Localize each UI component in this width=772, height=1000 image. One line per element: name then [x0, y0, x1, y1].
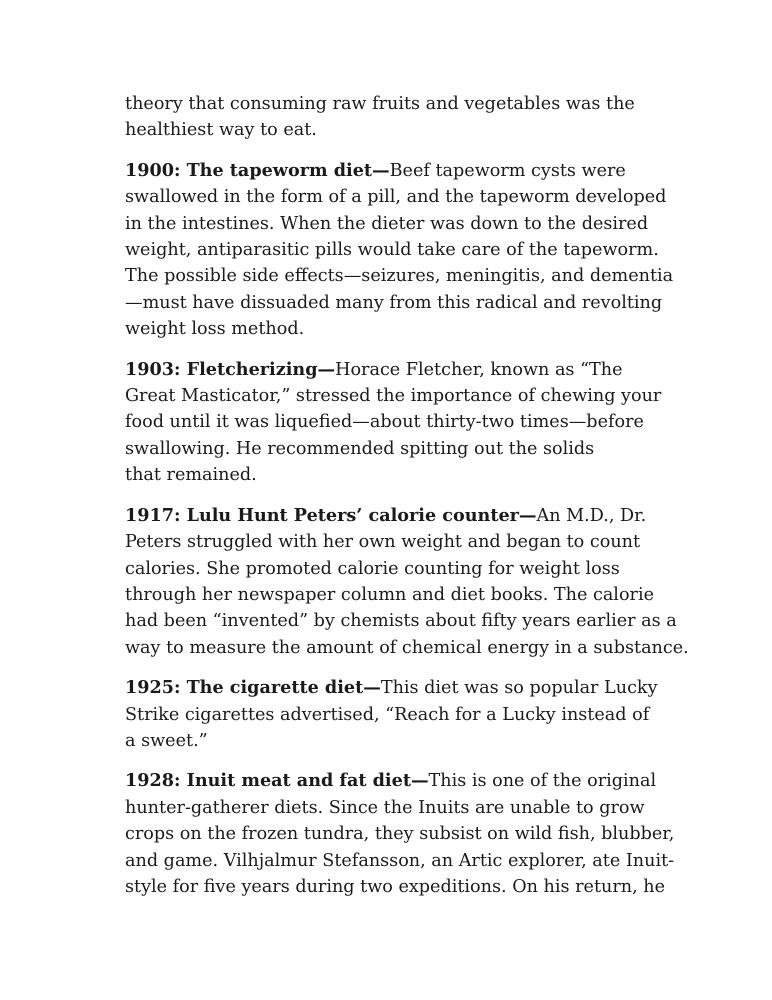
- text-line: swallowed in the form of a pill, and the tapeworm developed: [125, 187, 667, 208]
- paragraph-inuit-diet: [125, 768, 675, 900]
- text-line: and game. Vilhjalmur Stefansson, an Artic explorer, ate Inuit-: [125, 850, 675, 871]
- text-line: calories. She promoted calorie counting for weight loss: [125, 558, 620, 579]
- text-line: had been “invented” by chemists about fifty years earlier as a: [125, 611, 677, 632]
- entry-text: This is one of the original: [428, 771, 657, 792]
- paragraph-cigarette-diet: [125, 675, 658, 754]
- text-line: way to measure the amount of chemical energy in a substance.: [125, 637, 689, 658]
- text-line: hunter-gatherer diets. Since the Inuits are unable to grow: [125, 797, 645, 818]
- entry-heading: 1925: The cigarette diet—: [125, 677, 381, 699]
- text-line: —must have dissuaded many from this radical and revolting: [125, 292, 663, 313]
- entry-heading: 1900: The tapeworm diet—: [125, 159, 390, 181]
- entry-text: Beef tapeworm cysts were: [389, 160, 626, 181]
- document-page: [125, 91, 689, 914]
- entry-heading: 1917: Lulu Hunt Peters’ calorie counter—: [125, 504, 537, 526]
- text-line: The possible side effects—seizures, meningitis, and dementia: [125, 266, 674, 287]
- paragraph-calorie-counter: [125, 503, 689, 661]
- text-line: Great Masticator,” stressed the importance of chewing your: [125, 386, 662, 407]
- text-line: theory that consuming raw fruits and vegetables was the: [125, 94, 635, 114]
- text-line: a sweet.”: [125, 730, 208, 751]
- text-line: [125, 768, 655, 794]
- entry-heading: 1903: Fletcherizing—: [125, 358, 336, 380]
- text-line: [125, 675, 658, 701]
- entry-heading: 1928: Inuit meat and fat diet—: [125, 770, 429, 792]
- text-line: [125, 503, 655, 529]
- paragraph-tapeworm-diet: [125, 158, 674, 343]
- text-line: weight, antiparasitic pills would take care of the tapeworm.: [125, 240, 659, 261]
- text-line: Strike cigarettes advertised, “Reach for a Lucky instead of: [125, 704, 650, 725]
- paragraph-intro: [125, 91, 655, 144]
- text-line: style for five years during two expeditions. On his return, he: [125, 876, 666, 897]
- text-line: [125, 158, 655, 184]
- text-line: food until it was liquefied—about thirty-two times—before: [125, 412, 644, 433]
- entry-text: An M.D., Dr.: [536, 505, 647, 526]
- paragraph-fletcherizing: [125, 357, 662, 489]
- text-line: in the intestines. When the dieter was down to the desired: [125, 213, 649, 234]
- text-line: that remained.: [125, 465, 257, 486]
- text-line: swallowing. He recommended spitting out the solids: [125, 438, 595, 459]
- text-line: [125, 357, 655, 383]
- text-line: healthiest way to eat.: [125, 120, 317, 141]
- entry-text: This diet was so popular Lucky: [380, 678, 658, 699]
- text-line: through her newspaper column and diet books. The calorie: [125, 584, 654, 605]
- entry-text: Horace Fletcher, known as “The: [335, 359, 623, 380]
- text-line: weight loss method.: [125, 319, 305, 340]
- text-line: Peters struggled with her own weight and began to count: [125, 532, 641, 553]
- text-line: crops on the frozen tundra, they subsist on wild fish, blubber,: [125, 824, 675, 845]
